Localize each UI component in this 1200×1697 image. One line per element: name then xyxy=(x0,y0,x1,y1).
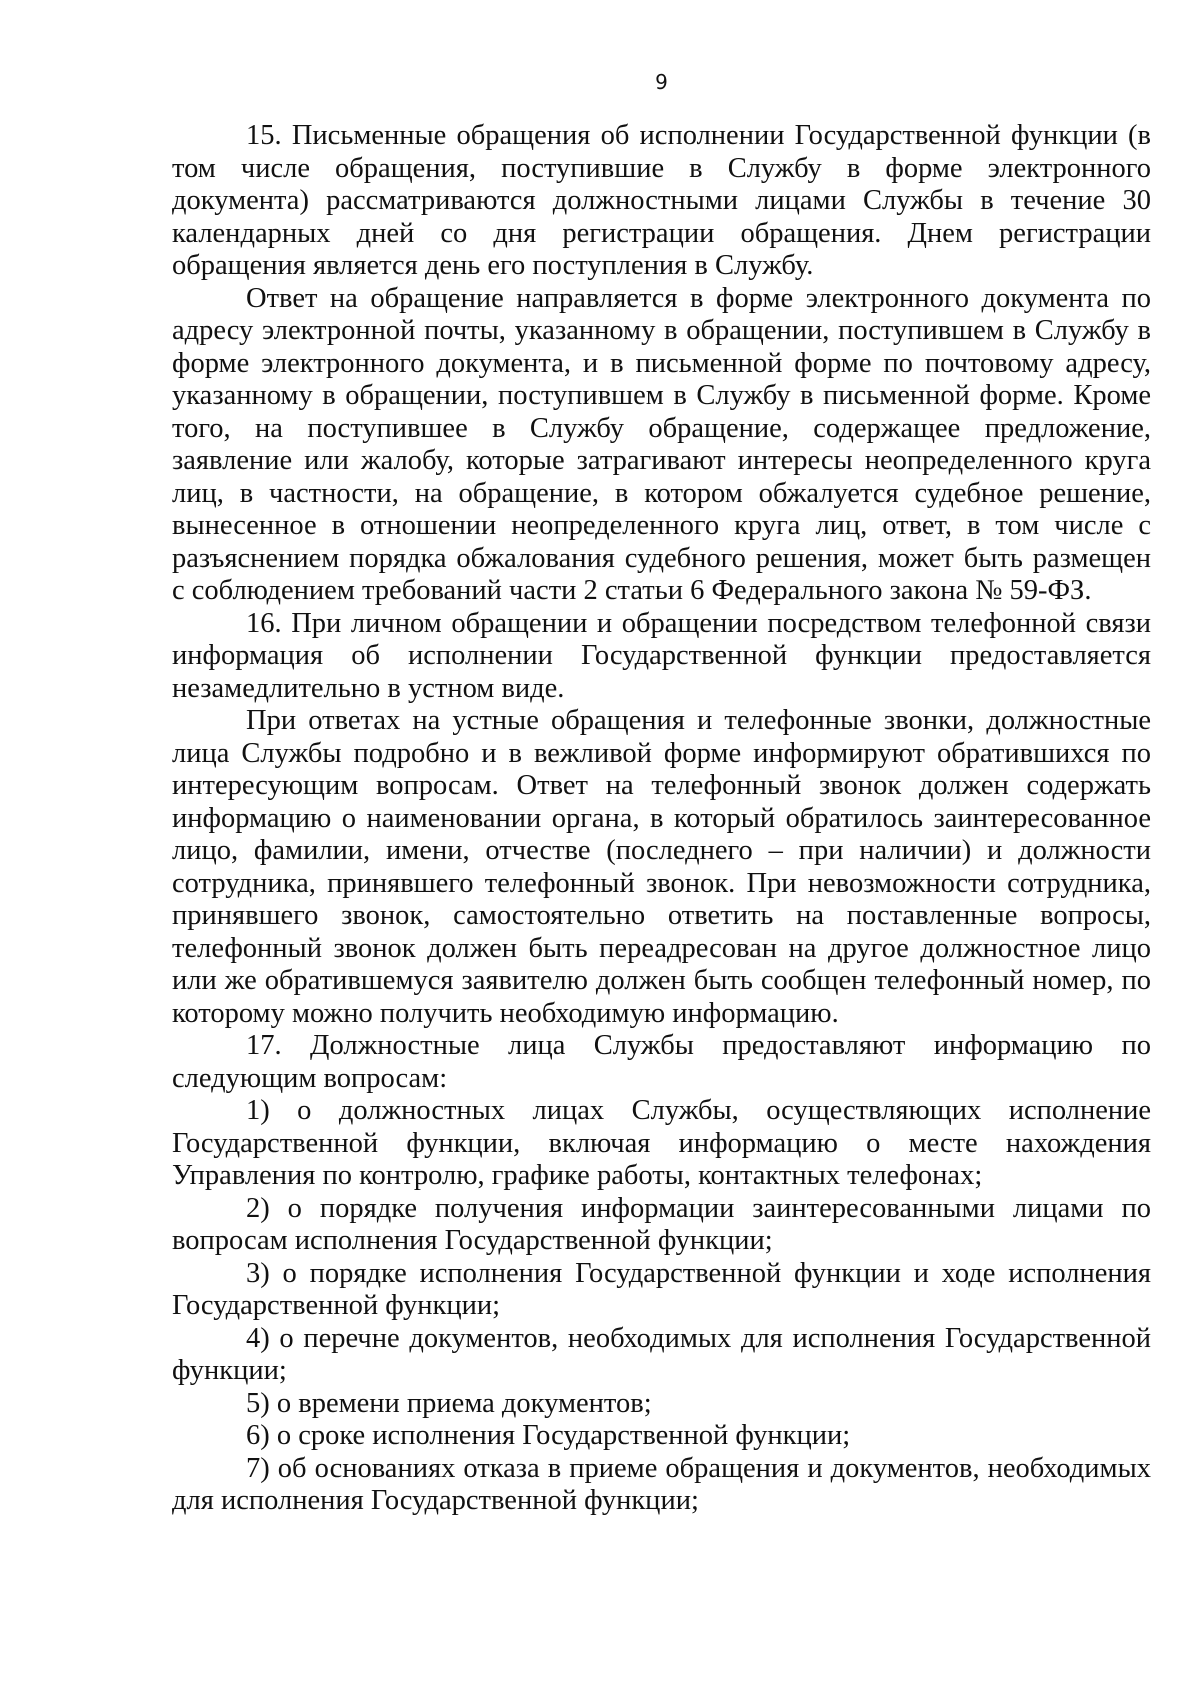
page-number: 9 xyxy=(655,70,668,94)
list-item: 1) о должностных лицах Службы, осуществляющих исполнение Государственной функции, включая информацию о месте нахождения Управления по контролю, графике работы, контактных телефонах; xyxy=(172,1095,1151,1191)
list-item: 4) о перечне документов, необходимых для исполнения Государственной функции; xyxy=(172,1322,1151,1386)
list-item: 5) о времени приема документов; xyxy=(246,1387,652,1419)
list-item: 3) о порядке исполнения Государственной функции и ходе исполнения Государственной функции; xyxy=(172,1257,1151,1321)
paragraph-answer-form: Ответ на обращение направляется в форме электронного документа по адресу электронной почты, указанному в обращении, поступившем в Службу в форме электронного документа, и в письменной форме по почтовому адресу, указанному в обращении, поступившем в Службу в письменной форме. Кроме того, на поступившее в Службу обращение, содержащее предложение, заявление или жалобу, которые затрагивают интересы неопределенного круга лиц, в частности, на обращение, в котором обжалуется судебное решение, вынесенное в отношении неопределенного круга лиц, ответ, в том числе с разъяснением порядка обжалования судебного решения, может быть размещен с соблюдением требований части 2 статьи 6 Федерального закона № 59-ФЗ. xyxy=(172,282,1151,606)
paragraph-15: 15. Письменные обращения об исполнении Государственной функции (в том числе обращения, поступившие в Службу в форме электронного документа) рассматриваются должностными лицами Службы в течение 30 календарных дней со дня регистрации обращения. Днем регистрации обращения является день его поступления в Службу. xyxy=(172,120,1151,281)
list-item: 7) об основаниях отказа в приеме обращения и документов, необходимых для исполнения Государственной функции; xyxy=(172,1452,1151,1516)
paragraph-16: 16. При личном обращении и обращении посредством телефонной связи информация об исполнении Государственной функции предоставляется незамедлительно в устном виде. xyxy=(172,607,1151,704)
document-page xyxy=(172,70,1151,1518)
paragraph-17: 17. Должностные лица Службы предоставляют информацию по следующим вопросам: xyxy=(172,1030,1151,1094)
list-item: 2) о порядке получения информации заинтересованными лицами по вопросам исполнения Государственной функции; xyxy=(172,1192,1151,1256)
list-item: 6) о сроке исполнения Государственной функции; xyxy=(246,1420,851,1451)
paragraph-oral-answers: При ответах на устные обращения и телефонные звонки, должностные лица Службы подробно и в вежливой форме информируют обратившихся по интересующим вопросам. Ответ на телефонный звонок должен содержать информацию о наименовании органа, в который обратилось заинтересованное лицо, фамилии, имени, отчестве (последнего – при наличии) и должности сотрудника, принявшего телефонный звонок. При невозможности сотрудника, принявшего звонок, самостоятельно ответить на поставленные вопросы, телефонный звонок должен быть переадресован на другое должностное лицо или же обратившемуся заявителю должен быть сообщен телефонный номер, по которому можно получить необходимую информацию. xyxy=(172,705,1151,1029)
